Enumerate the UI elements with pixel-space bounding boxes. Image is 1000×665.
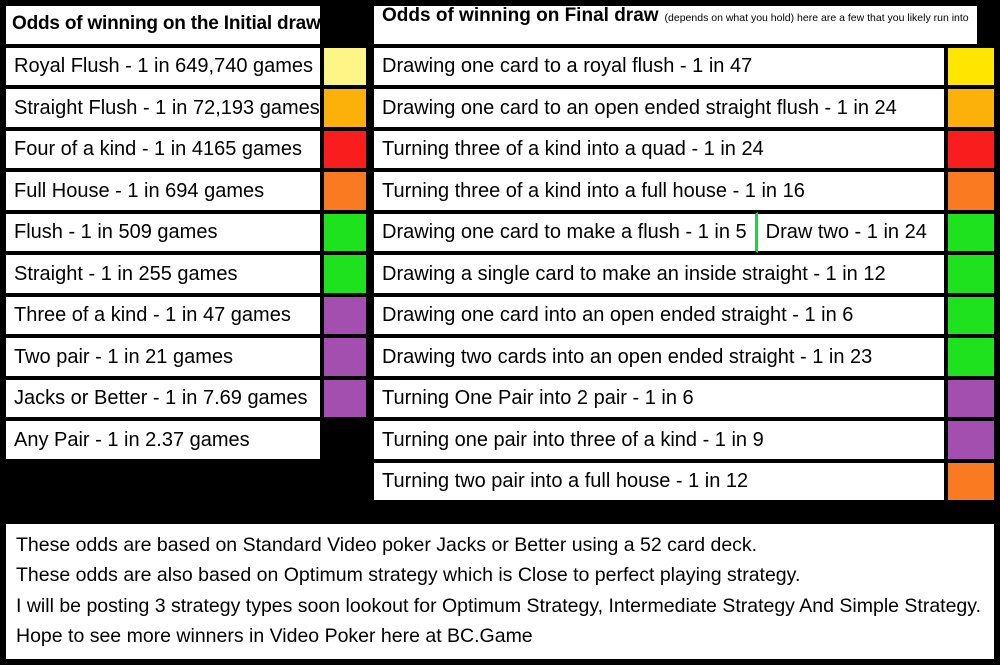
footer-line: Hope to see more winners in Video Poker here at BC.Game [16, 624, 533, 647]
table-row [4, 419, 368, 461]
row-label: Two pair - 1 in 21 games [4, 336, 322, 378]
row-label: Turning three of a kind into a quad - 1 in 24 [372, 129, 946, 171]
row-color-swatch [946, 378, 996, 420]
row-color-swatch [946, 295, 996, 337]
table-row [4, 295, 368, 337]
table-row [4, 87, 368, 129]
table-row [372, 295, 996, 337]
row-color-swatch [946, 170, 996, 212]
row-label: Turning one pair into three of a kind - 1 in 9 [372, 419, 946, 461]
row-color-swatch [322, 129, 368, 171]
row-color-swatch [946, 419, 996, 461]
row-color-swatch [946, 46, 996, 88]
row-label: Flush - 1 in 509 games [4, 212, 322, 254]
row-color-swatch [322, 253, 368, 295]
row-color-swatch [322, 419, 368, 461]
row-color-swatch [322, 336, 368, 378]
table-row [4, 129, 368, 171]
row-label: Straight Flush - 1 in 72,193 games [4, 87, 322, 129]
table-row [4, 170, 368, 212]
row-label: Jacks or Better - 1 in 7.69 games [4, 378, 322, 420]
row-label: Three of a kind - 1 in 47 games [4, 295, 322, 337]
row-color-swatch [322, 212, 368, 254]
table-row [372, 461, 996, 503]
row-label: Straight - 1 in 255 games [4, 253, 322, 295]
row-color-swatch [322, 87, 368, 129]
table-row [4, 46, 368, 88]
row-color-swatch [946, 212, 996, 254]
table-row [372, 253, 996, 295]
footer-notes [4, 522, 996, 661]
table-row [372, 129, 996, 171]
table-row [372, 336, 996, 378]
final-draw-table [372, 4, 996, 502]
row-label: Drawing one card into an open ended straight - 1 in 6 [372, 295, 946, 337]
table-row [4, 212, 368, 254]
initial-draw-title: Odds of winning on the Initial draw [4, 4, 322, 46]
row-label: Turning three of a kind into a full house - 1 in 16 [372, 170, 946, 212]
row-label: Drawing one card to an open ended straight flush - 1 in 24 [372, 87, 946, 129]
footer-line: I will be posting 3 strategy types soon lookout for Optimum Strategy, Intermediate Strategy And Simple Strategy. [16, 594, 982, 617]
row-label: Royal Flush - 1 in 649,740 games [4, 46, 322, 88]
table-row [372, 170, 996, 212]
row-color-swatch [322, 295, 368, 337]
row-label: Turning One Pair into 2 pair - 1 in 6 [372, 378, 946, 420]
footer-line: These odds are also based on Optimum strategy which is Close to perfect playing strategy. [16, 564, 801, 587]
row-label: Drawing one card to make a flush - 1 in 5 [372, 212, 758, 254]
final-draw-title-text: Odds of winning on Final draw [382, 5, 659, 26]
row-label: Full House - 1 in 694 games [4, 170, 322, 212]
row-color-swatch [322, 170, 368, 212]
row-color-swatch [946, 461, 996, 503]
row-label: Drawing two cards into an open ended straight - 1 in 23 [372, 336, 946, 378]
row-label: Drawing a single card to make an inside straight - 1 in 12 [372, 253, 946, 295]
row-label: Any Pair - 1 in 2.37 games [4, 419, 322, 461]
table-row [372, 419, 996, 461]
row-color-swatch [946, 253, 996, 295]
table-row [4, 378, 368, 420]
initial-draw-header-swatch [322, 4, 368, 46]
row-color-swatch [946, 336, 996, 378]
final-draw-header-row [372, 4, 996, 46]
initial-draw-header-row [4, 4, 368, 46]
table-row [372, 46, 996, 88]
row-label: Drawing one card to a royal flush - 1 in 47 [372, 46, 946, 88]
table-row [372, 378, 996, 420]
row-label-secondary: Draw two - 1 in 24 [758, 212, 946, 254]
table-row-split [372, 212, 996, 254]
final-draw-title [372, 4, 979, 46]
table-row [4, 336, 368, 378]
row-color-swatch [946, 129, 996, 171]
table-row [372, 87, 996, 129]
row-label: Four of a kind - 1 in 4165 games [4, 129, 322, 171]
row-color-swatch [322, 46, 368, 88]
table-row [4, 253, 368, 295]
row-color-swatch [322, 378, 368, 420]
final-draw-title-subtext: (depends on what you hold) here are a few that you likely run into [664, 12, 969, 24]
row-label: Turning two pair into a full house - 1 in 12 [372, 461, 946, 503]
final-draw-header-swatch [979, 4, 1000, 46]
initial-draw-table [4, 4, 368, 461]
row-color-swatch [946, 87, 996, 129]
footer-line: These odds are based on Standard Video poker Jacks or Better using a 52 card deck. [16, 534, 758, 556]
